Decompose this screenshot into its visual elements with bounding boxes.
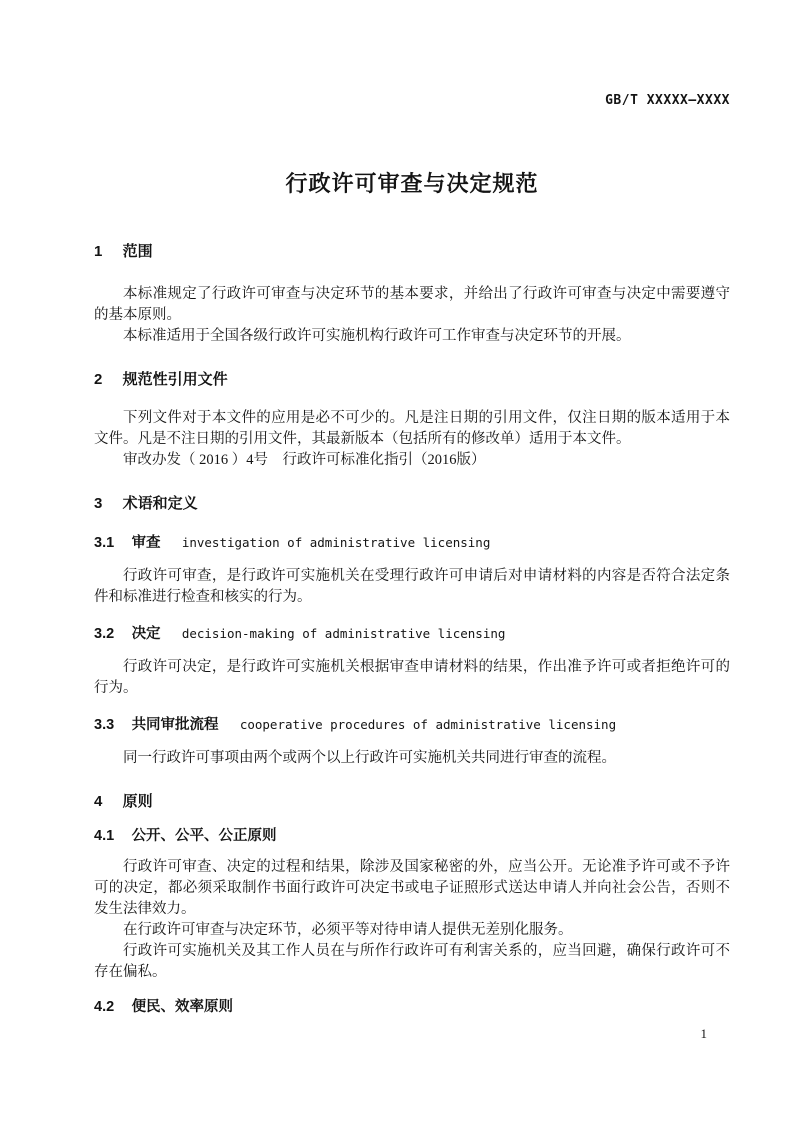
term-entry xyxy=(94,714,730,769)
term-number: 3.3 xyxy=(94,717,115,733)
term-number: 3.2 xyxy=(94,626,115,642)
subsection xyxy=(94,997,730,1018)
subsection-heading xyxy=(94,997,730,1018)
section-principles xyxy=(94,791,730,1018)
section-heading xyxy=(94,493,730,514)
standard-code: GB/T XXXXX—XXXX xyxy=(605,93,730,108)
paragraph: 行政许可审查、决定的过程和结果，除涉及国家秘密的外，应当公开。无论准予许可或不予许可的决定，都必须采取制作书面行政许可决定书或电子证照形式送达申请人并向社会公告，否则不发生法律效力。 xyxy=(94,859,730,917)
section-number: 1 xyxy=(94,243,103,260)
subsection-number: 4.2 xyxy=(94,999,115,1015)
paragraph: 下列文件对于本文件的应用是必不可少的。凡是注日期的引用文件，仅注日期的版本适用于本文件。凡是不注日期的引用文件，其最新版本（包括所有的修改单）适用于本文件。 xyxy=(94,410,730,447)
section-number: 4 xyxy=(94,793,103,810)
term-definition: 行政许可审查，是行政许可实施机关在受理行政许可申请后对申请材料的内容是否符合法定条件和标准进行检查和核实的行为。 xyxy=(94,568,730,605)
paragraph: 本标准适用于全国各级行政许可实施机构行政许可工作审查与决定环节的开展。 xyxy=(123,328,631,344)
section-heading xyxy=(94,241,730,262)
term-english: cooperative procedures of administrative licensing xyxy=(239,717,617,732)
section-scope xyxy=(94,241,730,347)
document-title: 行政许可审查与决定规范 xyxy=(285,171,539,196)
section-title: 范围 xyxy=(122,243,153,260)
section-number: 3 xyxy=(94,495,103,512)
section-title: 规范性引用文件 xyxy=(122,371,228,388)
paragraph: 本标准规定了行政许可审查与决定环节的基本要求，并给出了行政许可审查与决定中需要遵守的基本原则。 xyxy=(94,286,730,323)
term-heading xyxy=(94,623,730,645)
subsection-number: 4.1 xyxy=(94,828,115,844)
subsection xyxy=(94,826,730,983)
term-definition: 行政许可决定，是行政许可实施机关根据审查申请材料的结果，作出准予许可或者拒绝许可的行为。 xyxy=(94,659,730,696)
section-heading xyxy=(94,791,730,812)
term-english: investigation of administrative licensing xyxy=(181,535,491,550)
paragraph: 行政许可实施机关及其工作人员在与所作行政许可有利害关系的，应当回避，确保行政许可不存在偏私。 xyxy=(94,943,730,980)
subsection-title: 公开、公平、公正原则 xyxy=(131,828,277,844)
section-terms-definitions xyxy=(94,493,730,769)
term-heading xyxy=(94,714,730,736)
section-normative-references xyxy=(94,369,730,471)
term-english: decision-making of administrative licensing xyxy=(181,626,506,641)
section-number: 2 xyxy=(94,371,103,388)
paragraph: 在行政许可审查与决定环节，必须平等对待申请人提供无差别化服务。 xyxy=(123,922,573,938)
term-name: 决定 xyxy=(131,626,161,642)
term-name: 审查 xyxy=(131,535,161,551)
reference-entry: 审改办发（ 2016 ）4号 行政许可标准化指引（2016版） xyxy=(123,452,486,468)
term-definition: 同一行政许可事项由两个或两个以上行政许可实施机关共同进行审查的流程。 xyxy=(123,750,616,766)
subsection-heading xyxy=(94,826,730,847)
section-title: 术语和定义 xyxy=(122,495,198,512)
term-entry xyxy=(94,532,730,608)
term-heading xyxy=(94,532,730,554)
term-number: 3.1 xyxy=(94,535,115,551)
subsection-title: 便民、效率原则 xyxy=(131,999,234,1015)
section-title: 原则 xyxy=(122,793,153,810)
page-number: 1 xyxy=(700,1026,707,1041)
section-heading xyxy=(94,369,730,390)
term-name: 共同审批流程 xyxy=(131,717,219,733)
term-entry xyxy=(94,623,730,699)
